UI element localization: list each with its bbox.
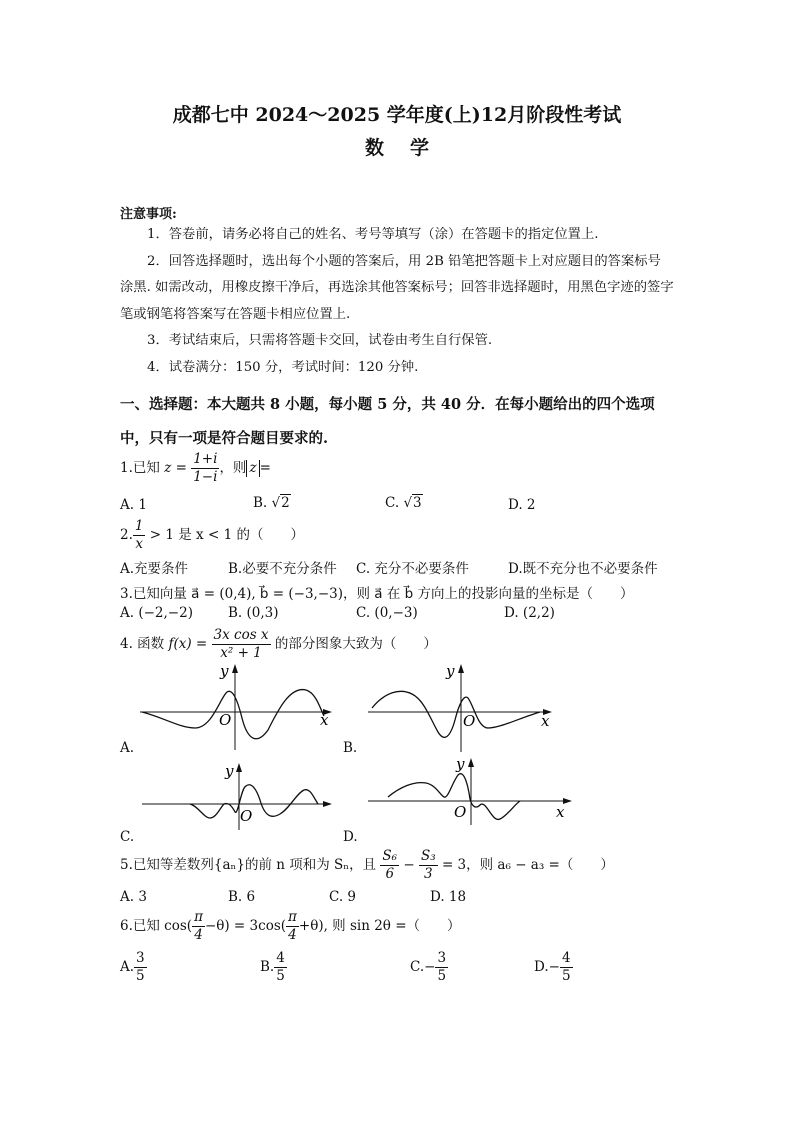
q4-label-c: C. bbox=[120, 829, 135, 845]
q5-suffix: = 3，则 a₆ − a₃ =（ ） bbox=[441, 857, 614, 873]
axis-x-label: x bbox=[556, 803, 565, 821]
notice-item: 4．试卷满分：150 分，考试时间：120 分钟. bbox=[147, 359, 419, 375]
q6-option-c: C.− $\frac{3}{5}$ bbox=[410, 950, 447, 984]
q3-option-b: B. (0,3) bbox=[228, 605, 279, 621]
question-3: 3.已知向量 a⃗ = (0,4), b⃗ = (−3,−3)，则 a⃗ 在 b⃗ 方向上的投影向量的坐标是（ ） bbox=[120, 586, 634, 602]
q1-fraction: $\frac{1+i}{1-i}$ bbox=[193, 451, 218, 485]
q1-suffix: ，则 bbox=[219, 460, 247, 476]
q5-fraction-2: $\frac{\text{S₃}}{3}$ bbox=[420, 848, 436, 882]
q2-prefix: 2. bbox=[120, 527, 133, 543]
q4-label-a: A. bbox=[120, 740, 135, 756]
q1-option-a: A. 1 bbox=[120, 497, 147, 513]
q1-prefix: 1.已知 bbox=[120, 460, 160, 476]
q3-option-a: A. (−2,−2) bbox=[120, 605, 193, 621]
q6-option-d: D.− $\frac{4}{5}$ bbox=[534, 950, 571, 984]
q1-option-c: C. √3 bbox=[385, 495, 422, 511]
q1-tail: = bbox=[259, 460, 271, 476]
axis-y-label: y bbox=[220, 662, 229, 680]
q2-option-c: C. 充分不必要条件 bbox=[356, 561, 469, 577]
notice-item: 3．考试结束后，只需将答题卡交回，试卷由考生自行保管. bbox=[147, 333, 493, 348]
exam-title: 成都七中 2024～2025 学年度(上)12月阶段性考试 bbox=[172, 104, 622, 126]
axis-x-label: x bbox=[320, 711, 329, 729]
axis-y-label: y bbox=[225, 762, 234, 780]
q6-fraction-pi-2: $\frac{\pi}{4}$ bbox=[288, 909, 297, 943]
q5-option-c: C. 9 bbox=[329, 889, 357, 905]
axis-x-label: x bbox=[541, 712, 550, 730]
axis-origin-label: O bbox=[219, 711, 232, 729]
q1-option-d: D. 2 bbox=[508, 497, 536, 513]
q5-minus: − bbox=[403, 857, 415, 873]
notice-item: 1．答卷前，请务必将自己的姓名、考号等填写（涂）在答题卡的指定位置上. bbox=[147, 227, 599, 242]
q1-var: z bbox=[164, 460, 172, 476]
question-5 bbox=[120, 848, 614, 883]
q2-text: > 1 是 x < 1 的（ ） bbox=[149, 527, 304, 543]
q6-fraction-pi-1: $\frac{\pi}{4}$ bbox=[194, 909, 203, 943]
axis-y-label: y bbox=[446, 662, 455, 680]
q4-prefix: 4. 函数 bbox=[120, 636, 165, 652]
q4-label-b: B. bbox=[343, 740, 358, 756]
q4-graph-a bbox=[120, 660, 335, 760]
axis-origin-label: O bbox=[463, 712, 476, 730]
question-6 bbox=[120, 909, 461, 944]
q4-fx: f(x) = bbox=[168, 636, 208, 652]
axis-y-label: y bbox=[456, 755, 465, 773]
q1-abs: z bbox=[246, 460, 259, 477]
q1-option-b: B. √2 bbox=[253, 495, 290, 511]
q4-graph-c bbox=[120, 758, 335, 833]
q6-prefix: 6.已知 cos( bbox=[120, 918, 193, 934]
q4-graph-d bbox=[360, 753, 575, 828]
question-1: 1.已知 z = $\frac{1+i}{1-i}$ ，则 z = bbox=[120, 451, 271, 485]
question-4 bbox=[120, 627, 437, 662]
q5-option-d: D. 18 bbox=[430, 889, 467, 905]
q4-fraction: $\frac{\text{3x cos x}}{\text{x² + 1}}$ bbox=[213, 627, 269, 661]
axis-origin-label: O bbox=[240, 807, 253, 825]
q2-option-d: D.既不充分也不必要条件 bbox=[508, 561, 658, 577]
q4-suffix: 的部分图象大致为（ ） bbox=[274, 636, 437, 652]
q4-graph-b bbox=[360, 660, 560, 760]
q5-option-a: A. 3 bbox=[120, 889, 147, 905]
q6-mid2: +θ), 则 sin 2θ =（ ） bbox=[298, 918, 461, 934]
exam-subject: 数学 bbox=[364, 137, 455, 159]
q3-option-c: C. (0,−3) bbox=[356, 605, 418, 621]
question-2 bbox=[120, 518, 304, 553]
axis-origin-label: O bbox=[454, 803, 467, 821]
q2-option-a: A.充要条件 bbox=[120, 561, 189, 577]
section-heading: 一、选择题：本大题共 8 小题，每小题 5 分，共 40 分．在每小题给出的四个选项中，只有一项是符合题目要求的. bbox=[120, 396, 655, 447]
notice-heading: 注意事项: bbox=[120, 207, 177, 222]
q3-option-d: D. (2,2) bbox=[504, 605, 555, 621]
q6-option-a: A. $\frac{3}{5}$ bbox=[120, 950, 145, 984]
q6-mid1: −θ) = 3cos( bbox=[204, 918, 287, 934]
q5-prefix: 5.已知等差数列{aₙ}的前 n 项和为 Sₙ，且 bbox=[120, 857, 377, 873]
notice-list bbox=[120, 222, 674, 381]
q4-label-d: D. bbox=[343, 829, 358, 845]
notice-item: 2．回答选择题时，选出每个小题的答案后，用 2B 铅笔把答题卡上对应题目的答案标号涂黑. 如需改动，用橡皮擦干净后，再选涂其他答案标号；回答非选择题时，用黑色字迹的签字笔或钢笔将答案写在答题卡相应位置上. bbox=[120, 253, 674, 322]
q5-fraction-1: $\frac{\text{S₆}}{6}$ bbox=[382, 848, 398, 882]
q5-option-b: B. 6 bbox=[228, 889, 256, 905]
q2-fraction: $\frac{1}{x}$ bbox=[134, 518, 144, 552]
q2-option-b: B.必要不充分条件 bbox=[228, 561, 337, 577]
q6-option-b: B. $\frac{4}{5}$ bbox=[260, 950, 285, 984]
